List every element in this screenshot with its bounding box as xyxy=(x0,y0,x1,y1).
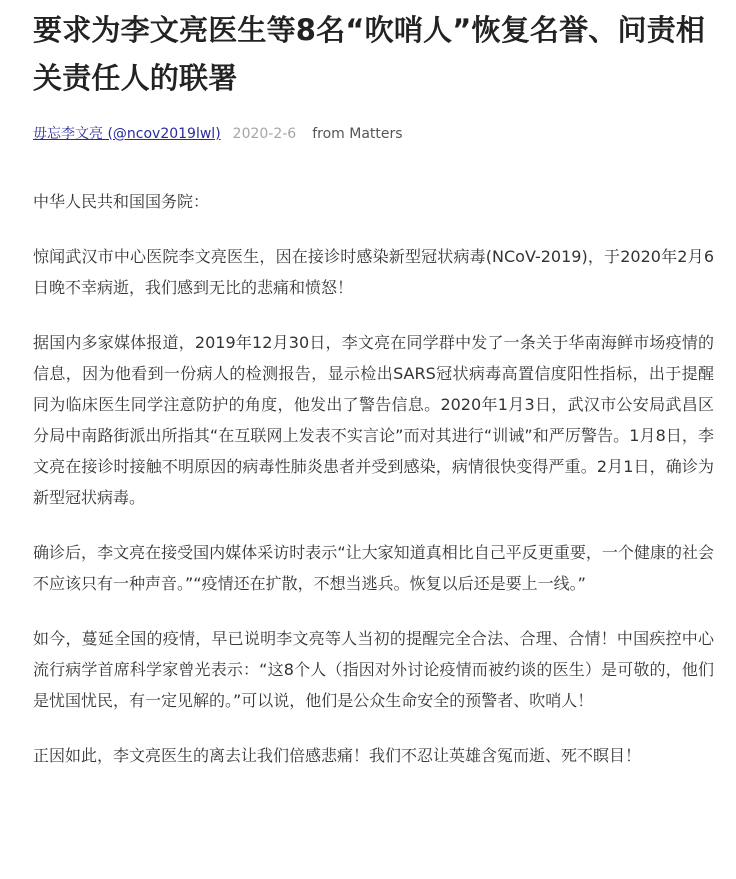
author-link[interactable]: 毋忘李文亮 (@ncov2019lwl) xyxy=(33,126,221,142)
publish-date: 2020-2-6 xyxy=(232,126,297,142)
paragraph-interview: 确诊后，李文亮在接受国内媒体采访时表示“让大家知道真相比自己平反更重要，一个健康的社会不应该只有一种声音。”“疫情还在扩散，不想当逃兵。恢复以后还是要上一线。” xyxy=(33,543,714,593)
article-meta xyxy=(33,122,714,146)
paragraph-salutation: 中华人民共和国国务院： xyxy=(33,192,210,211)
paragraph-assessment: 如今，蔓延全国的疫情，早已说明李文亮等人当初的提醒完全合法、合理、合情！中国疾控中心流行病学首席科学家曾光表示：“这8个人（指因对外讨论疫情而被约谈的医生）是可敬的，他们是忧国忧民，有一定见解的。”可以说，他们是公众生命安全的预警者、吹哨人！ xyxy=(33,629,714,710)
article-title: 要求为李文亮医生等8名“吹哨人”恢复名誉、问责相关责任人的联署 xyxy=(33,13,706,95)
source-label: from Matters xyxy=(312,126,403,142)
paragraph-background: 据国内多家媒体报道，2019年12月30日，李文亮在同学群中发了一条关于华南海鲜市场疫情的信息，因为他看到一份病人的检测报告，显示检出SARS冠状病毒高置信度阳性指标，出于提醒同为临床医生同学注意防护的角度，他发出了警告信息。2020年1月3日，武汉市公安局武昌区分局中南路街派出所指其“在互联网上发表不实言论”而对其进行“训诫”和严厉警告。1月8日，李文亮在接诊时接触不明原因的病毒性肺炎患者并受到感染，病情很快变得严重。2月1日，确诊为新型冠状病毒。 xyxy=(33,333,714,507)
article-body xyxy=(33,186,714,771)
paragraph-conclusion: 正因如此，李文亮医生的离去让我们倍感悲痛！我们不忍让英雄含冤而逝、死不瞑目！ xyxy=(33,746,642,765)
paragraph-announcement: 惊闻武汉市中心医院李文亮医生，因在接诊时感染新型冠状病毒(NCoV-2019)，于2020年2月6日晚不幸病逝，我们感到无比的悲痛和愤怒！ xyxy=(33,247,714,297)
